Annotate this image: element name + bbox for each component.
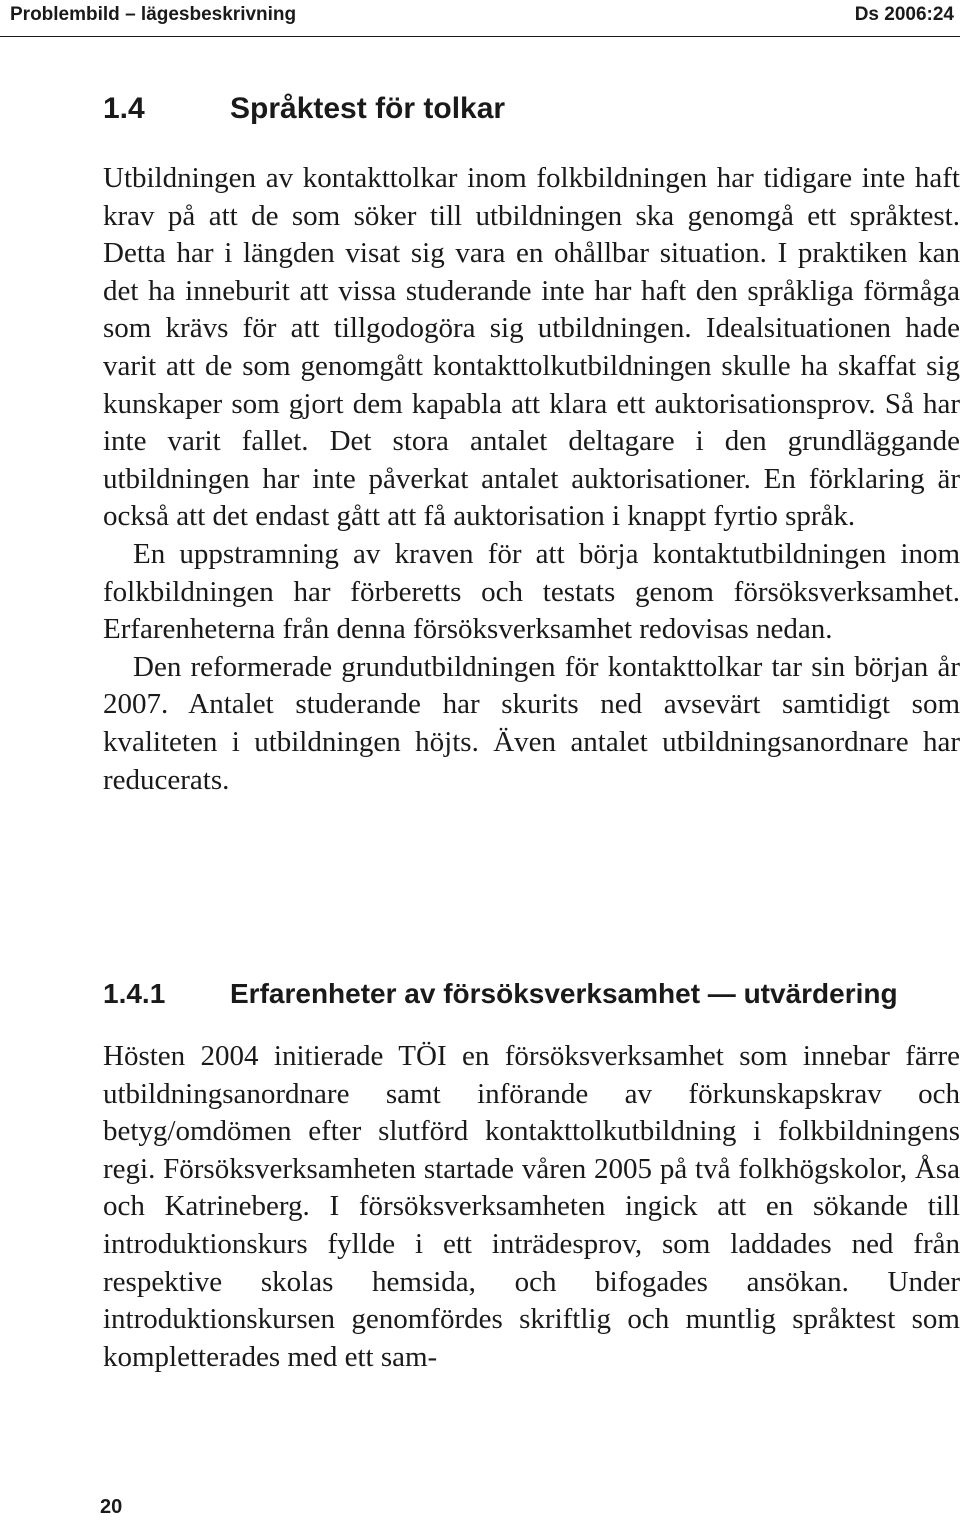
section-heading xyxy=(103,92,505,126)
section-title: Språktest för tolkar xyxy=(230,92,506,125)
subsection-number: 1.4.1 xyxy=(103,978,166,1009)
section-number: 1.4 xyxy=(103,92,145,125)
running-header xyxy=(0,0,960,34)
subsection-title: Erfarenheter av försöksverksamhet — utvärdering xyxy=(230,978,898,1009)
paragraph: Den reformerade grundutbildningen för kontakttolkar tar sin början år 2007. Antalet studerande har skurits ned avsevärt samtidigt som kvaliteten i utbildningen höjts. Även antalet utbildningsanordnare har reducerats. xyxy=(103,650,960,796)
section-body xyxy=(103,160,960,799)
page-number: 20 xyxy=(100,1496,123,1518)
subsection-body xyxy=(103,1038,960,1376)
header-document-id: Ds 2006:24 xyxy=(854,4,954,25)
paragraph: Hösten 2004 initierade TÖI en försöksverksamhet som innebar färre utbildningsanordnare samt införande av förkunskapskrav och betyg/omdömen efter slutförd kontakttolkutbildning i folkbildningens regi. Försöksverksamheten startade våren 2005 på två folkhögskolor, Åsa och Katrineberg. I försöksverksamheten ingick att en sökande till introduktionskurs fyllde i ett inträdesprov, som laddades ned från respektive skolas hemsida, och bifogades ansökan. Under introduktionskursen genomfördes skriftlig och muntlig språktest som kompletterades med ett sam- xyxy=(103,1040,960,1373)
header-rule xyxy=(0,36,960,37)
paragraph: Utbildningen av kontakttolkar inom folkbildningen har tidigare inte haft krav på att de som söker till utbildningen ska genomgå ett språktest. Detta har i längden visat sig vara en ohållbar situation. I praktiken kan det ha inneburit att vissa studerande inte har haft den språkliga förmåga som krävs för att tillgodogöra sig utbildningen. Idealsituationen hade varit att de som genomgått kontakttolkutbildningen skulle ha skaffat sig kunskaper som gjort dem kapabla att klara ett auktorisationsprov. Så har inte varit fallet. Det stora antalet deltagare i den grundläggande utbildningen har inte påverkat antalet auktorisationer. En förklaring är också att det endast gått att få auktorisation i knappt fyrtio språk. xyxy=(103,162,960,533)
subsection-heading xyxy=(103,978,898,1010)
header-chapter-title: Problembild – lägesbeskrivning xyxy=(10,4,297,25)
paragraph: En uppstramning av kraven för att börja kontaktutbildningen inom folkbildningen har förberetts och testats genom försöksverksamhet. Erfarenheterna från denna försöksverksamhet redovisas nedan. xyxy=(103,537,960,646)
